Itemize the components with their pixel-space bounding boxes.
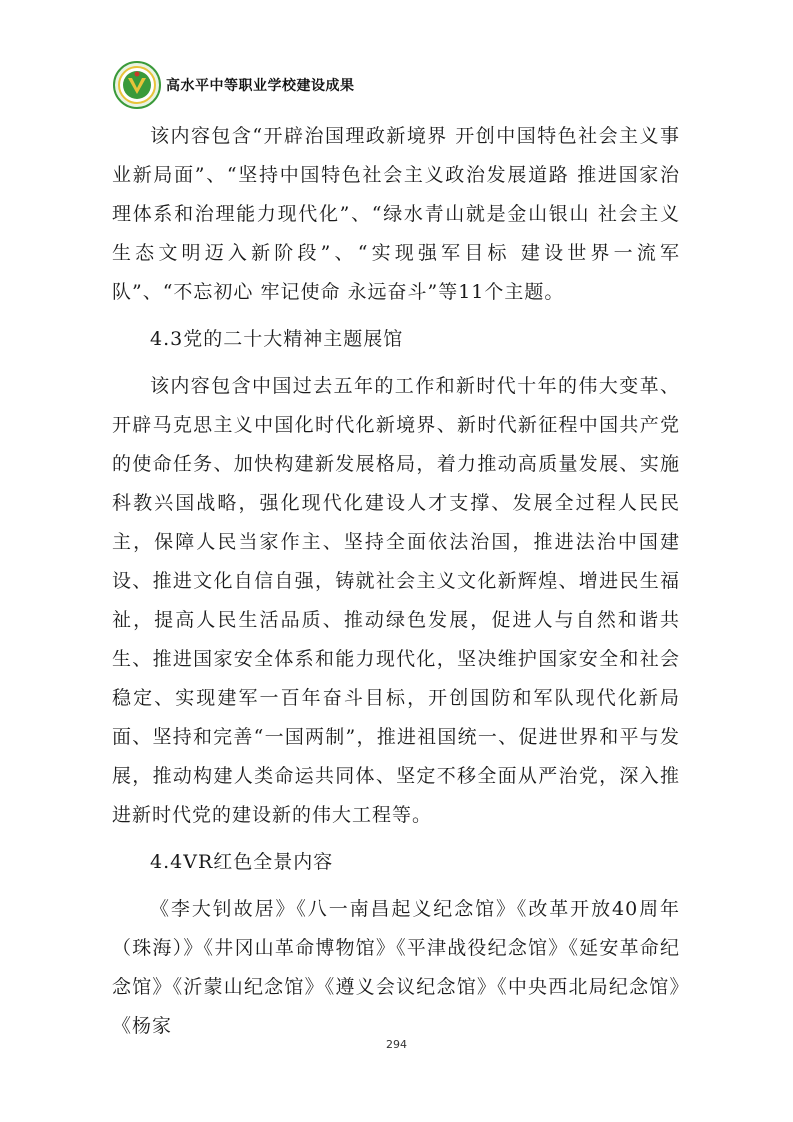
paragraph-themes: 该内容包含“开辟治国理政新境界 开创中国特色社会主义事业新局面”、“坚持中国特色社会主义政治发展道路 推进国家治理体系和治理能力现代化”、“绿水青山就是金山银山 社会主义生态文明迈入新阶段”、“实现强军目标 建设世界一流军队”、“不忘初心 牢记使命 永远奋斗”等11个主题。: [112, 125, 680, 303]
paragraph-vr-content: 《李大钊故居》《八一南昌起义纪念馆》《改革开放40周年（珠海）》《井冈山革命博物馆》《平津战役纪念馆》《延安革命纪念馆》《沂蒙山纪念馆》《遵义会议纪念馆》《中央西北局纪念馆》《杨家: [112, 898, 680, 1037]
section-heading-4-4: 4.4VR红色全景内容: [150, 851, 334, 873]
school-logo-icon: [112, 60, 162, 110]
page-header: [112, 60, 355, 110]
page-number: 294: [386, 1038, 407, 1051]
header-title: 高水平中等职业学校建设成果: [166, 78, 355, 94]
document-body: [112, 117, 680, 1046]
section-heading-4-3: 4.3党的二十大精神主题展馆: [150, 328, 404, 350]
paragraph-congress-spirit: 该内容包含中国过去五年的工作和新时代十年的伟大变革、开辟马克思主义中国化时代化新境界、新时代新征程中国共产党的使命任务、加快构建新发展格局，着力推动高质量发展、实施科教兴国战略，强化现代化建设人才支撑、发展全过程人民民主，保障人民当家作主、坚持全面依法治国，推进法治中国建设、推进文化自信自强，铸就社会主义文化新辉煌、增进民生福祉，提高人民生活品质、推动绿色发展，促进人与自然和谐共生、推进国家安全体系和能力现代化，坚决维护国家安全和社会稳定、实现建军一百年奋斗目标，开创国防和军队现代化新局面、坚持和完善“一国两制”，推进祖国统一、促进世界和平与发展，推动构建人类命运共同体、坚定不移全面从严治党，深入推进新时代党的建设新的伟大工程等。: [112, 375, 680, 826]
